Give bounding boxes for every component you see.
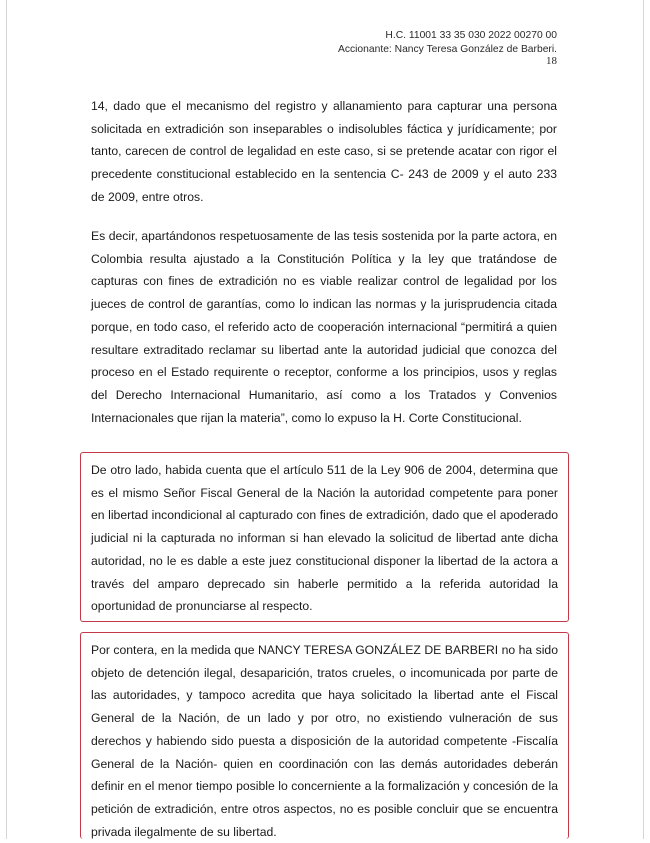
highlighted-box-attorney-general <box>80 452 569 622</box>
paragraph-attorney-general: De otro lado, habida cuenta que el artículo 511 de la Ley 906 de 2004, determina que es el mismo Señor Fiscal General de la Nación la autoridad competente para poner en libertad incondicional al capturado con fines de extradición, dado que el apoderado judicial ni la capturada no informan si han elevado la solicitud de libertad ante dicha autoridad, no le es dable a este juez constitucional disponer la libertad de la actora a través del amparo deprecado sin haberle permitido a la referida autoridad la oportunidad de pronunciarse al respecto. <box>91 463 558 614</box>
case-number: H.C. 11001 33 35 030 2022 00270 00 <box>385 30 557 41</box>
paragraph-legality-control: Es decir, apartándonos respetuosamente de las tesis sostenida por la parte actora, en Colombia resulta ajustado a la Constitución Política y la ley que tratándose de capturas con fines de extradición no es viable realizar control de legalidad por los jueces de control de garantías, como lo indican las normas y la jurisprudencia citada porque, en todo caso, el referido acto de cooperación internacional “permitirá a quien resultare extraditado reclamar su libertad ante la autoridad judicial que conozca del proceso en el Estado requirente o receptor, conforme a los principios, usos y reglas del Derecho Internacional Humanitario, así como a los Tratados y Convenios Internacionales que rijan la materia”, como lo expuso la H. Corte Constitucional. <box>91 229 557 425</box>
paragraph-conclusion: Por contera, en la medida que NANCY TERESA GONZÁLEZ DE BARBERI no ha sido objeto de detención ilegal, desaparición, tratos crueles, o incomunicada por parte de las autoridades, y tampoco acredita que haya solicitado la libertad ante el Fiscal General de la Nación, de un lado y por otro, no existiendo vulneración de sus derechos y habiendo sido puesta a disposición de la autoridad competente -Fiscalía General de la Nación- quien en coordinación con las demás autoridades deberán definir en el menor tiempo posible lo concerniente a la formalización y concesión de la petición de extradición, entre otros aspectos, no es posible concluir que se encuentra privada ilegalmente de su libertad. <box>91 643 558 839</box>
plaintiff-name: Accionante: Nancy Teresa González de Barberi. <box>337 44 557 55</box>
highlighted-box-conclusion <box>80 632 569 839</box>
paragraph-precedent: 14, dado que el mecanismo del registro y allanamiento para capturar una persona solicitada en extradición son inseparables o indisolubles fáctica y jurídicamente; por tanto, carecen de control de legalidad en este caso, si se pretende acatar con rigor el precedente constitucional establecido en la sentencia C- 243 de 2009 y el auto 233 de 2009, entre otros. <box>91 99 557 204</box>
page-edge-left <box>6 0 7 839</box>
document-header <box>338 29 557 57</box>
page-edge-right <box>643 0 644 839</box>
page-number: 18 <box>546 55 557 67</box>
